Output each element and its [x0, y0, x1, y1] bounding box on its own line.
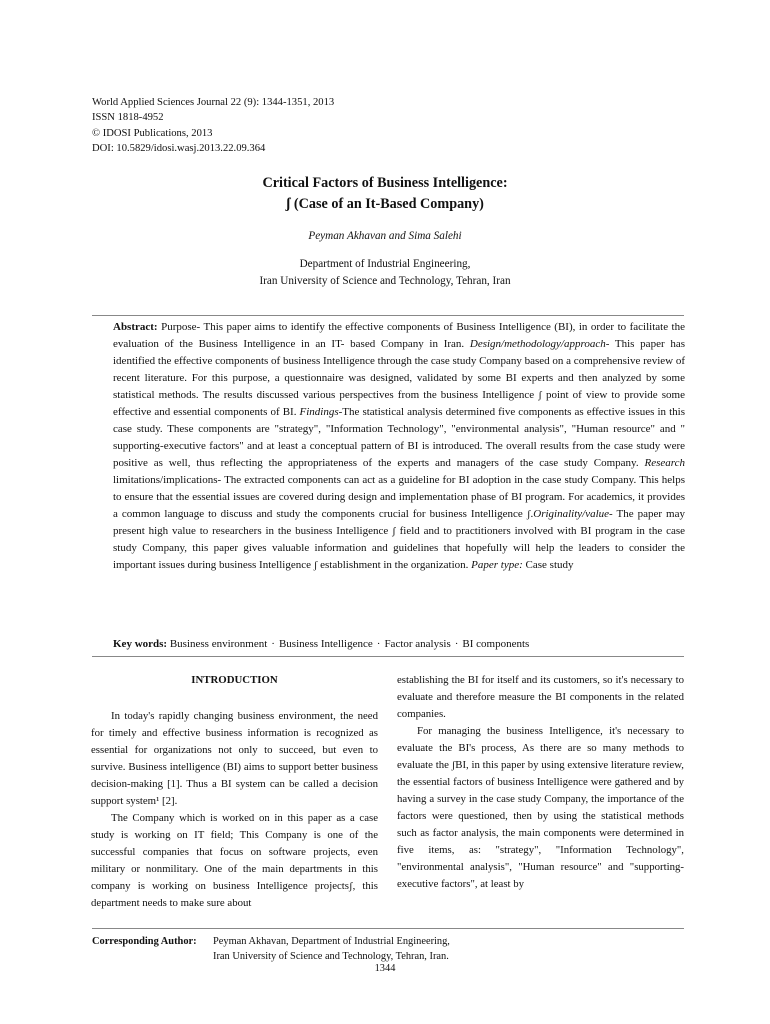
abstract-paper-type-label: Paper type: [471, 559, 523, 571]
affiliation [92, 256, 678, 289]
abstract [113, 319, 685, 574]
abstract-findings-label: Findings- [299, 406, 343, 418]
body-paragraph: For managing the business Intelligence, it's necessary to evaluate the BI's process, As there are so many methods to evaluate the ʃBI, in this paper by using extensive literature review, the essential factors of business Intelligence were gathered and by having a survey in the case study Company, the importance of the factors were questioned, then by using the statistical methods such as factor analysis, the main components were determined in five items, as: "strategy", "Information Technology", "environmental analysis", "Human resource" and "supporting- executive factors", at least by [397, 725, 684, 890]
abstract-label: Abstract: [113, 321, 158, 333]
keyword: BI components [462, 638, 530, 650]
divider-footer [92, 928, 684, 929]
corresponding-author-line-2: Iran University of Science and Technology, Tehran, Iran. [213, 951, 449, 962]
section-heading-introduction: INTRODUCTION [191, 674, 278, 686]
abstract-paper-type: Case study [522, 559, 574, 571]
body-paragraph: In today's rapidly changing business environment, the need for timely and effective business information is recognized as essential for organizations not only to succeed, but even to survive. Business intelligence (BI) aims to support better business decision-making [1]. Thus a BI system can be called a decision support system¹ [2]. [91, 710, 378, 807]
journal-citation: World Applied Sciences Journal 22 (9): 1344-1351, 2013 [92, 97, 335, 108]
affiliation-line-2: Iran University of Science and Technology, Tehran, Iran [259, 274, 511, 287]
divider-keywords [92, 656, 684, 657]
body-column-left [91, 672, 378, 912]
paper-title-line-2: ʃ (Case of an It-Based Company) [286, 196, 484, 212]
keyword: Business Intelligence [278, 638, 373, 650]
affiliation-line-1: Department of Industrial Engineering, [299, 258, 471, 270]
abstract-research: limitations/implications- The extracted components can act as a guideline for BI adoption in the case study Company. This helps to ensure that the essential issues are covered during design and implementation phase of BI program. For academics, it provides a common language to discuss and study the components crucial for business Intelligence ʃ. [113, 474, 685, 520]
doi[interactable]: DOI: 10.5829/idosi.wasj.2013.22.09.364 [92, 143, 266, 155]
divider-top [92, 315, 684, 316]
keyword-separator: · [376, 638, 381, 650]
corresponding-author-label: Corresponding Author: [92, 936, 197, 947]
keyword-separator: · [271, 638, 275, 650]
keywords [113, 638, 685, 650]
body-paragraph: The Company which is worked on in this paper as a case study is working on IT field; This Company is one of the successful companies that focus on software projects, even military or nonmilitary. One of the main departments in this company is working on business Intelligence projectsʃ, this department needs to make sure about [91, 812, 378, 909]
keyword: Factor analysis [384, 638, 451, 650]
body-paragraph: establishing the BI for itself and its customers, so it's necessary to evaluate and therefore measure the BI components in the related companies. [397, 674, 684, 720]
title-block [92, 173, 678, 289]
keyword: Business environment [169, 638, 268, 650]
body-column-right [397, 672, 684, 893]
keywords-label: Key words: [113, 638, 168, 650]
abstract-originality-label: Originality/value- [533, 508, 613, 520]
corresponding-author-line-1 [92, 934, 450, 949]
abstract-design-label: Design/methodology/approach- [469, 338, 610, 350]
keyword-separator: · [454, 638, 459, 650]
issn: ISSN 1818-4952 [92, 112, 164, 124]
abstract-design: This paper has identified the effective components of business Intelligence through the case study Company based on a comprehensive review of recent literature. For this purpose, a questionnaire was designed, validated by some BI experts and then analyzed by some statistical methods. The results discussed various perspectives from the business Intelligence ʃ point of view to provide some effective and essential components of BI. [113, 338, 685, 418]
corresponding-author-text: Peyman Akhavan, Department of Industrial Engineering, [213, 936, 450, 947]
authors: Peyman Akhavan and Sima Salehi [308, 230, 462, 242]
journal-header [92, 95, 334, 157]
abstract-research-label: Research [644, 457, 685, 469]
corresponding-author [92, 934, 450, 964]
copyright: © IDOSI Publications, 2013 [92, 127, 213, 139]
abstract-originality: The paper may present high value to researchers in the business Intelligence ʃ field and to practitioners involved with BI program in the case study Company, this paper gives valuable information and guidelines that hopefully will help the leaders to consider the important issues during business Intelligence ʃ establishment in the organization. [113, 508, 685, 571]
page-number: 1344 [374, 963, 396, 974]
abstract-findings: The statistical analysis determined five components as effective issues in this case study. These components are "strategy", "Information Technology", "environmental analysis", "Human resource" and " supporting-executive factors" and at least a conceptual pattern of BI is introduced. The overall results from the case study were positive as well, thus reflecting the appropriateness of the experts and managers of the case study Company. [113, 406, 685, 469]
paper-title-line-1: Critical Factors of Business Intelligence: [262, 175, 508, 191]
abstract-purpose: Purpose- This paper aims to identify the effective components of Business Intelligence (BI), in order to facilitate the evaluation of the Business Intelligence in an IT- based Company in Iran. [113, 321, 685, 350]
